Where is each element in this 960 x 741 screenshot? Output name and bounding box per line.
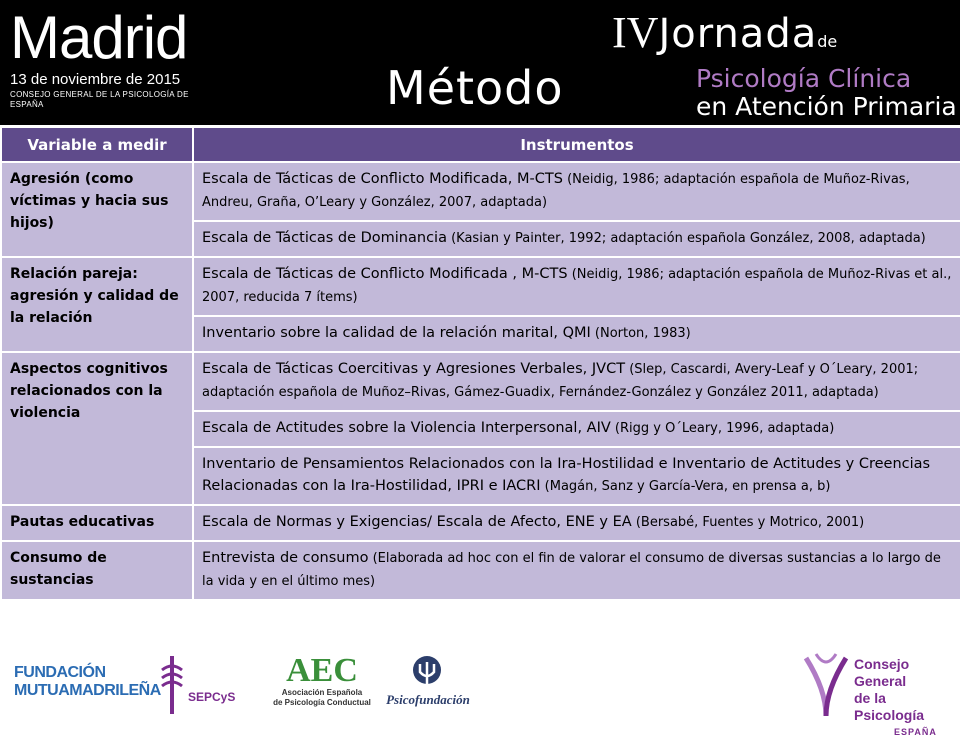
- event-word: Jornada: [658, 11, 818, 57]
- logo-fundacion-line2: MUTUAMADRILEÑA: [14, 682, 161, 699]
- psicofundacion-label: Psicofundación: [386, 692, 470, 707]
- cgp-label: [854, 656, 954, 741]
- instrument-citation: (Norton, 1983): [590, 326, 691, 341]
- instrument-citation: (Rigg y O´Leary, 1996, adaptada): [610, 421, 835, 436]
- table-row: [1, 257, 960, 316]
- variable-cell: Pautas educativas: [1, 505, 193, 541]
- instrument-citation: (Neidig, 1986; adaptación española de Muñoz-Rivas, Andreu, Graña, O’Leary y González, 2007, adaptada): [202, 172, 910, 210]
- sepcys-label: SEPCyS: [188, 690, 236, 704]
- event-roman: IV: [612, 8, 659, 57]
- table-row: [1, 352, 960, 411]
- table-row: [1, 162, 960, 221]
- slide-title: Método: [386, 61, 564, 115]
- header-banner: [0, 0, 960, 125]
- cgp-line1: Consejo General: [854, 656, 910, 689]
- cgp-mark-icon: [796, 650, 856, 720]
- cgp-line3: ESPAÑA: [894, 727, 937, 737]
- logo-consejo-general: [796, 650, 956, 737]
- instrument-citation: (Neidig, 1986; adaptación española de Muñoz-Rivas et al., 2007, reducida 7 ítems): [202, 267, 952, 305]
- instrument-name: Escala de Tácticas de Conflicto Modificada , M-CTS: [202, 266, 568, 282]
- aec-line1: Asociación Española: [281, 688, 363, 697]
- psi-symbol-icon: [372, 652, 482, 692]
- event-logo: [612, 8, 957, 121]
- cgp-line2: de la Psicología: [854, 690, 925, 723]
- aec-line2: de Psicología Conductual: [273, 698, 371, 707]
- instrument-cell: [193, 352, 960, 411]
- madrid-logo: [10, 4, 210, 113]
- instrument-name: Escala de Tácticas de Conflicto Modificada, M-CTS: [202, 171, 563, 187]
- instrument-name: Escala de Tácticas de Dominancia: [202, 230, 447, 246]
- logo-psicofundacion: [372, 652, 482, 718]
- instrument-citation: (Kasian y Painter, 1992; adaptación española González, 2008, adaptada): [446, 231, 926, 246]
- sepcys-mark-icon: [160, 652, 250, 718]
- methods-table: [0, 126, 960, 601]
- table-row: [1, 541, 960, 600]
- variable-cell: Relación pareja: agresión y calidad de la relación: [1, 257, 193, 352]
- instrument-name: Escala de Tácticas Coercitivas y Agresiones Verbales, JVCT: [202, 361, 626, 377]
- event-date: 13 de noviembre de 2015: [10, 71, 181, 88]
- instrument-cell: [193, 257, 960, 316]
- organization-name: CONSEJO GENERAL DE LA PSICOLOGÍA DE ESPAÑA: [10, 90, 189, 109]
- instrument-cell: [193, 447, 960, 505]
- logo-fundacion-mutua: [14, 664, 161, 700]
- logo-aec: [262, 654, 382, 716]
- event-title: [612, 10, 952, 65]
- variable-cell: Aspectos cognitivos relacionados con la violencia: [1, 352, 193, 505]
- city-name: Madrid: [10, 4, 188, 71]
- instrument-cell: [193, 411, 960, 447]
- instrument-citation: (Bersabé, Fuentes y Motrico, 2001): [631, 515, 865, 530]
- logo-fundacion-line1: FUNDACIÓN: [14, 664, 106, 681]
- event-de: de: [817, 32, 838, 51]
- instrument-name: Entrevista de consumo: [202, 550, 369, 566]
- aec-mark: AEC: [286, 652, 358, 689]
- variable-cell: Consumo de sustancias: [1, 541, 193, 600]
- instrument-cell: [193, 162, 960, 221]
- instrument-name: Escala de Normas y Exigencias/ Escala de Afecto, ENE y EA: [202, 514, 632, 530]
- sponsor-footer: [0, 650, 960, 737]
- instrument-citation: (Slep, Cascardi, Avery-Leaf y O´Leary, 2001; adaptación española de Muñoz–Rivas, Gámez-Guadix, Fernández-González y González 2011, adaptada): [202, 362, 919, 400]
- instrument-citation: (Magán, Sanz y García-Vera, en prensa a, b): [540, 479, 831, 494]
- column-header-variable: Variable a medir: [1, 127, 193, 162]
- instrument-cell: [193, 221, 960, 257]
- table-header-row: [1, 127, 960, 162]
- column-header-instruments: Instrumentos: [193, 127, 960, 162]
- event-subtitle-1: Psicología Clínica: [696, 64, 912, 93]
- logo-sepcys: [160, 652, 250, 718]
- variable-cell: Agresión (como víctimas y hacia sus hijos): [1, 162, 193, 257]
- instrument-name: Inventario de Pensamientos Relacionados con la Ira-Hostilidad e Inventario de Actitudes y Creencias Relacionadas con la Ira-Hostilidad, IPRI e IACRI: [202, 456, 931, 494]
- instrument-name: Escala de Actitudes sobre la Violencia Interpersonal, AIV: [202, 420, 611, 436]
- instrument-cell: [193, 541, 960, 600]
- event-subtitle-2: en Atención Primaria: [696, 92, 957, 121]
- instrument-citation: (Elaborada ad hoc con el fin de valorar el consumo de diversas sustancias a lo largo de la vida y en el último mes): [202, 551, 941, 589]
- instrument-name: Inventario sobre la calidad de la relación marital, QMI: [202, 325, 591, 341]
- instrument-cell: [193, 505, 960, 541]
- table-row: [1, 505, 960, 541]
- instrument-cell: [193, 316, 960, 352]
